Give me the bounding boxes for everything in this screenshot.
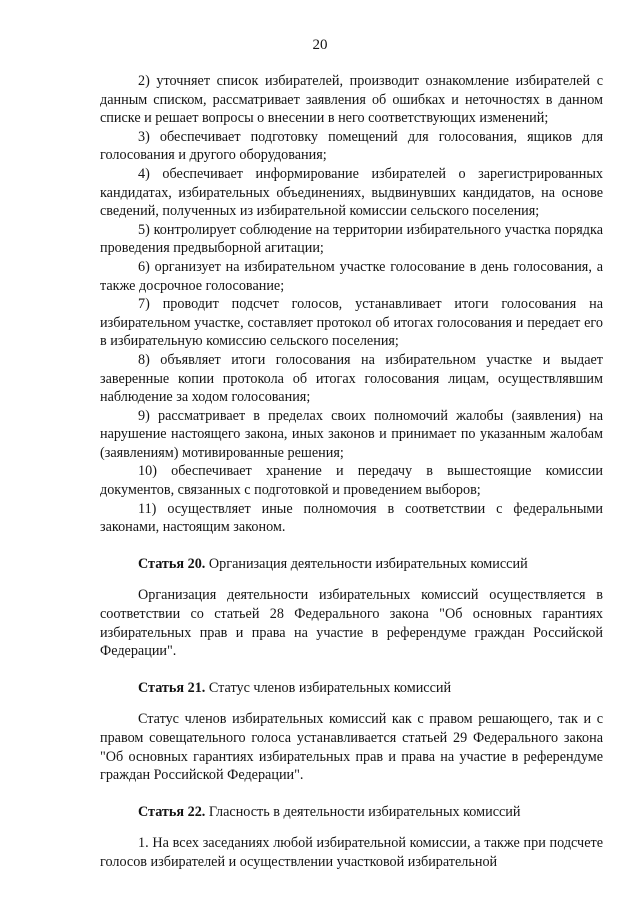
article-21-title: Статус членов избирательных комиссий bbox=[208, 679, 452, 696]
article-20-label: Статья 20. bbox=[138, 555, 206, 572]
article-21-heading bbox=[100, 679, 603, 698]
page-content bbox=[100, 72, 603, 872]
list-item: 7) проводит подсчет голосов, устанавливает итоги голосования на избирательном участке, составляет протокол об итогах голосования и передает его в избирательную комиссию сельского поселения; bbox=[100, 296, 603, 350]
list-item: 10) обеспечивает хранение и передачу в вышестоящие комиссии документов, связанных с подготовкой и проведением выборов; bbox=[100, 463, 603, 499]
page-number: 20 bbox=[312, 37, 328, 53]
article-22-text: 1. На всех заседаниях любой избирательной комиссии, а также при подсчете голосов избирателей и осуществлении участковой избирательной bbox=[100, 835, 603, 870]
list-item: 8) объявляет итоги голосования на избирательном участке и выдает заверенные копии протокола об итогах голосования лицам, осуществлявшим наблюдение за ходом голосования; bbox=[100, 351, 603, 406]
list-item: 4) обеспечивает информирование избирателей о зарегистрированных кандидатах, избирательных объединениях, выдвинувших кандидатов, на основе сведений, полученных из избирательной комиссии сельского поселения; bbox=[100, 165, 603, 220]
article-21-label: Статья 21. bbox=[138, 679, 206, 696]
article-20-title: Организация деятельности избирательных комиссий bbox=[208, 555, 528, 572]
list-item: 5) контролирует соблюдение на территории избирательного участка порядка проведения предвыборной агитации; bbox=[100, 221, 603, 257]
list-item: 2) уточняет список избирателей, производит ознакомление избирателей с данным списком, рассматривает заявления об ошибках и неточностях в данном списке и решает вопросы о внесении в него соответствующих изменений; bbox=[100, 73, 603, 127]
list-item: 11) осуществляет иные полномочия в соответствии с федеральными законами, настоящим законом. bbox=[100, 500, 603, 536]
article-20-text: Организация деятельности избирательных комиссий осуществляется в соответствии со статьей 28 Федерального закона "Об основных гарантиях избирательных прав и права на участие в референдуме граждан Российской Федерации". bbox=[100, 587, 603, 660]
article-22-label: Статья 22. bbox=[138, 803, 206, 820]
article-22-heading bbox=[100, 803, 603, 822]
article-21-text: Статус членов избирательных комиссий как с правом решающего, так и с правом совещательного голоса устанавливается статьей 29 Федерального закона "Об основных гарантиях избирательных прав и права на участие в референдуме граждан Российской Федерации". bbox=[100, 711, 603, 784]
article-22-title: Гласность в деятельности избирательных комиссий bbox=[208, 803, 521, 820]
list-item: 6) организует на избирательном участке голосование в день голосования, а также досрочное голосование; bbox=[100, 258, 603, 294]
article-20-heading bbox=[100, 555, 603, 574]
list-item: 9) рассматривает в пределах своих полномочий жалобы (заявления) на нарушение настоящего закона, иных законов и принимает по указанным жалобам (заявлениям) мотивированные решения; bbox=[100, 407, 603, 461]
list-item: 3) обеспечивает подготовку помещений для голосования, ящиков для голосования и другого оборудования; bbox=[100, 128, 603, 164]
